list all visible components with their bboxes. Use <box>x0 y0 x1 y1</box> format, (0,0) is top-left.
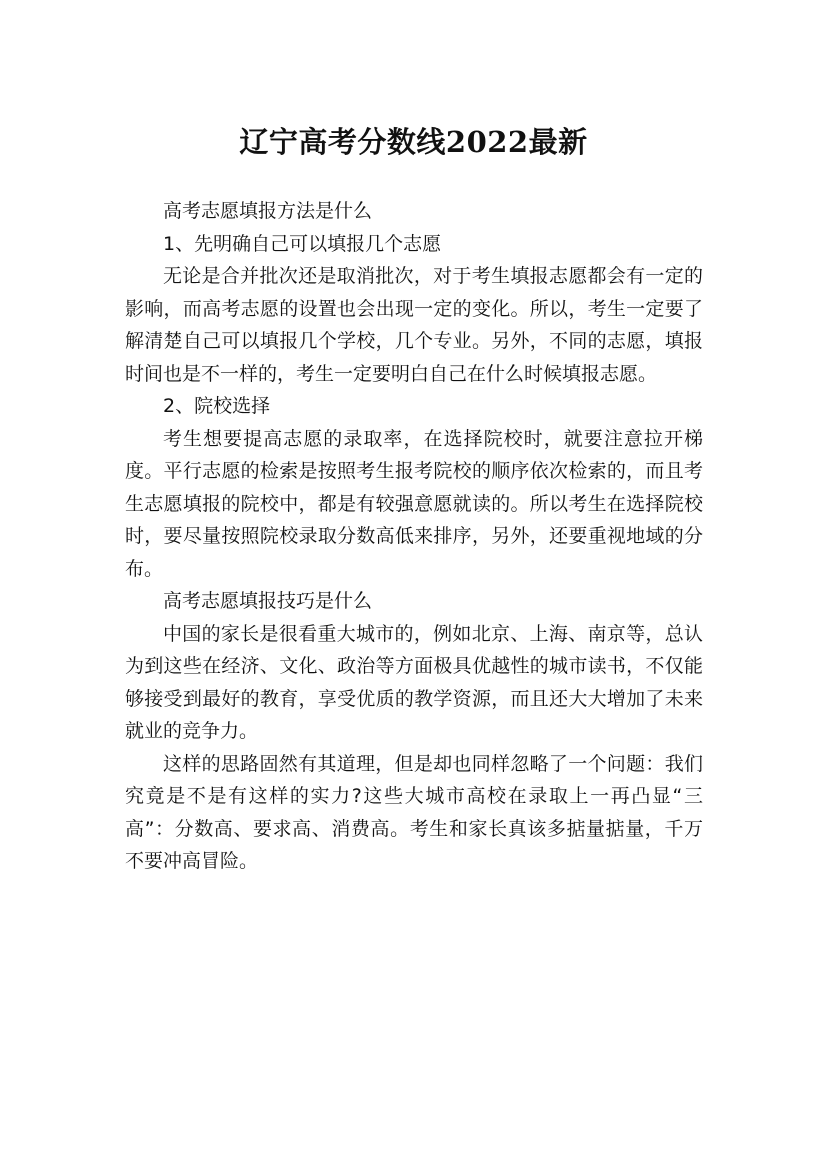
paragraph-school: 考生想要提高志愿的录取率，在选择院校时，就要注意拉开梯度。平行志愿的检索是按照考生报考院校的顺序依次检索的，而且考生志愿填报的院校中，都是有较强意愿就读的。所以考生在选择院校时，要尽量按照院校录取分数高低来排序，另外，还要重视地域的分布。 <box>125 427 703 580</box>
section-heading-tips: 高考志愿填报技巧是什么 <box>163 590 373 612</box>
document-body <box>125 195 703 878</box>
paragraph-risk: 这样的思路固然有其道理，但是却也同样忽略了一个问题：我们究竟是不是有这样的实力?这些大城市高校在录取上一再凸显“三高”：分数高、要求高、消费高。考生和家长真该多掂量掂量，千万不要冲高冒险。 <box>125 752 703 872</box>
paragraph-city: 中国的家长是很看重大城市的，例如北京、上海、南京等，总认为到这些在经济、文化、政治等方面极具优越性的城市读书，不仅能够接受到最好的教育，享受优质的教学资源，而且还大大增加了未来就业的竞争力。 <box>125 622 703 742</box>
section-heading-method: 高考志愿填报方法是什么 <box>163 200 373 222</box>
subheading-count: 1、先明确自己可以填报几个志愿 <box>163 232 442 255</box>
document-title: 辽宁高考分数线2022最新 <box>239 125 588 160</box>
subheading-school: 2、院校选择 <box>163 395 271 417</box>
paragraph-count: 无论是合并批次还是取消批次，对于考生填报志愿都会有一定的影响，而高考志愿的设置也会出现一定的变化。所以，考生一定要了解清楚自己可以填报几个学校，几个专业。另外，不同的志愿，填报时间也是不一样的，考生一定要明白自己在什么时候填报志愿。 <box>125 265 703 385</box>
